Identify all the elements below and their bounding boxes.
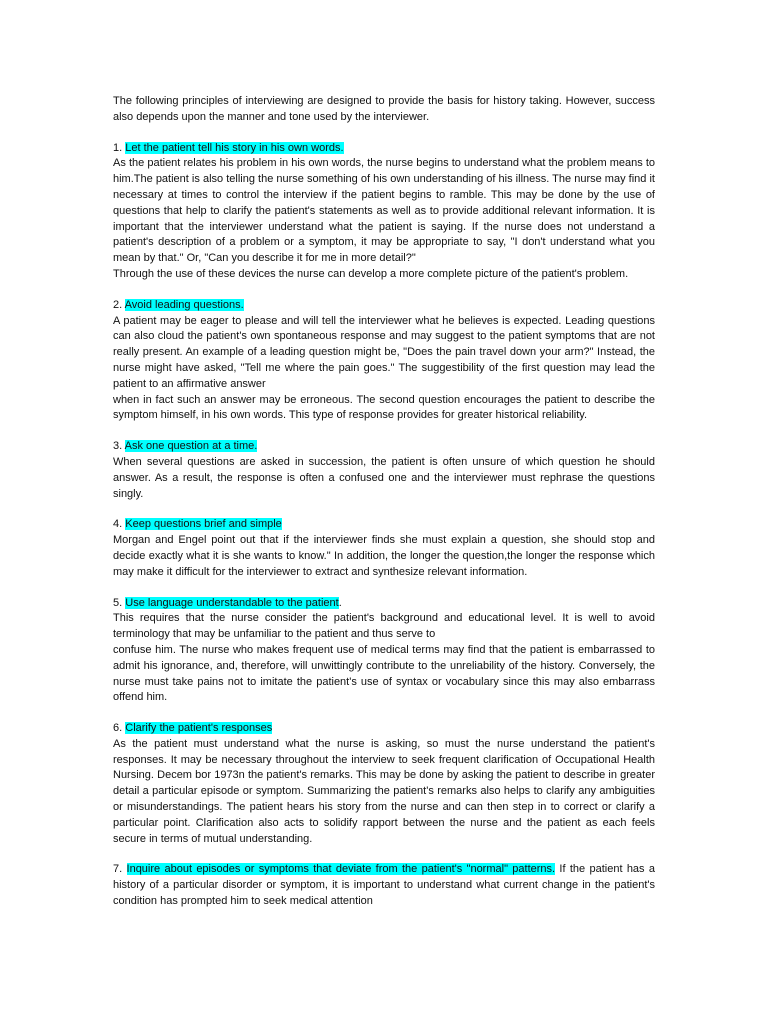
highlighted-heading: Let the patient tell his story in his own words. <box>125 141 344 154</box>
section-paragraph: When several questions are asked in succession, the patient is often unsure of which question he should answer. As a result, the response is often a confused one and the interviewer must rephrase the questions singly. <box>113 455 655 500</box>
highlighted-heading: Ask one question at a time. <box>124 440 258 453</box>
section-2 <box>113 298 655 424</box>
section-paragraph: As the patient relates his problem in his own words, the nurse begins to understand what the problem means to him.The patient is also telling the nurse something of his own understanding of his illness. The nurse may find it necessary at times to control the interview if the patient begins to ramble. This may be done by the use of questions that help to clarify the patient's statements as well as to provide additional relevant information. It is important that the interviewer understand what the patient is saying. If the nurse does not understand a patient's description of a problem or a symptom, it may be appropriate to say, "I don't understand what you mean by that." Or, "Can you describe it for me in more detail?" <box>113 157 655 265</box>
section-number: 3. <box>113 440 123 453</box>
section-number: 1. <box>113 141 123 154</box>
section-6 <box>113 721 655 847</box>
section-heading <box>113 862 655 909</box>
section-paragraph: when in fact such an answer may be erroneous. The second question encourages the patient to describe the symptom himself, in his own words. This type of response provides for greater historical reliability. <box>113 393 655 422</box>
highlighted-heading: Keep questions brief and simple <box>125 518 282 531</box>
section-heading <box>113 596 655 612</box>
section-paragraph: As the patient must understand what the nurse is asking, so must the nurse understand the patient's responses. It may be necessary throughout the interview to seek frequent clarification of Occupational Health Nursing. Decem bor 1973n the patient's remarks. This may be done by asking the patient to describe in greater detail a particular episode or symptom. Summarizing the patient's remarks also helps to clarify any ambiguities or misunderstandings. The patient hears his story from the nurse and can then step in to correct or clarify a particular point. Clarification also acts to solidify rapport between the nurse and the patient as each feels secure in terms of mutual understanding. <box>113 737 655 845</box>
heading-trailing: If the patient has a history of a particular disorder or symptom, it is important to understand what current change in the patient's condition has prompted him to seek medical attention <box>113 863 655 908</box>
section-7 <box>113 862 655 909</box>
section-paragraph: This requires that the nurse consider the patient's background and educational level. It is well to avoid terminology that may be unfamiliar to the patient and thus serve to <box>113 612 655 641</box>
section-4 <box>113 517 655 580</box>
section-paragraph: Morgan and Engel point out that if the interviewer finds she must explain a question, she should stop and decide exactly what it is she wants to know." In addition, the longer the question,the longer the response which may make it difficult for the interviewer to extract and synthesize relevant information. <box>113 534 655 578</box>
section-paragraph: A patient may be eager to please and will tell the interviewer what he believes is expected. Leading questions can also cloud the patient's own spontaneous response and may suggest to the patient symptoms that are not really present. An example of a leading question might be, "Does the pain travel down your arm?" Instead, the nurse might have asked, "Tell me where the pain goes." The suggestibility of the first question may lead the patient to an affirmative answer <box>113 314 655 390</box>
section-heading <box>113 517 655 533</box>
heading-trailing: . <box>338 596 342 609</box>
section-5 <box>113 596 655 707</box>
section-heading <box>113 141 655 157</box>
section-paragraph: confuse him. The nurse who makes frequent use of medical terms may find that the patient is embarrassed to admit his ignorance, and, therefore, will unwittingly contribute to the unreliability of the history. Conversely, the nurse must take pains not to imitate the patient's use of syntax or vocabulary since this may also embarrass offend him. <box>113 643 655 704</box>
section-heading <box>113 439 655 455</box>
section-number: 2. <box>113 298 123 311</box>
section-3 <box>113 439 655 502</box>
section-number: 6. <box>113 722 123 735</box>
highlighted-heading: Inquire about episodes or symptoms that deviate from the patient's "normal" patterns. <box>126 863 556 876</box>
section-heading <box>113 298 655 314</box>
highlighted-heading: Use language understandable to the patient <box>125 596 339 609</box>
highlighted-heading: Clarify the patient's responses <box>125 722 273 735</box>
intro-paragraph: The following principles of interviewing are designed to provide the basis for history taking. However, success also depends upon the manner and tone used by the interviewer. <box>113 95 655 123</box>
section-number: 5. <box>113 596 123 609</box>
highlighted-heading: Avoid leading questions. <box>124 298 244 311</box>
section-number: 4. <box>113 518 123 531</box>
section-heading <box>113 721 655 737</box>
section-paragraph: Through the use of these devices the nurse can develop a more complete picture of the patient's problem. <box>113 267 629 280</box>
section-number: 7. <box>113 863 123 876</box>
section-1 <box>113 141 655 283</box>
